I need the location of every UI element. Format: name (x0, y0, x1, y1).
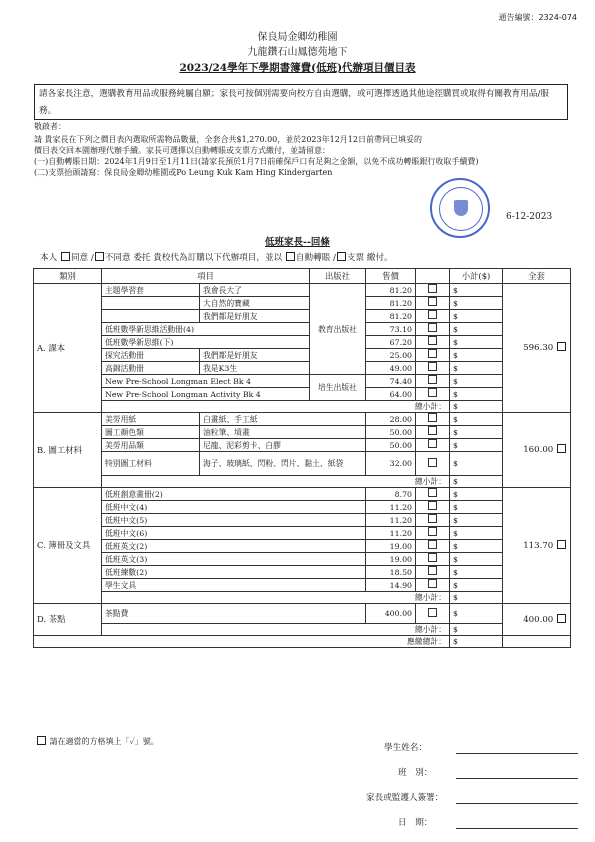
disagree-checkbox[interactable] (95, 252, 104, 261)
grand-total-value[interactable]: $ (450, 636, 503, 648)
table-header-row (34, 269, 571, 284)
item-price: 28.00 (366, 413, 416, 426)
table-row (34, 375, 571, 388)
item-subtotal[interactable]: $ (450, 501, 503, 514)
table-row (34, 579, 571, 592)
date-label: 日 期： (398, 818, 433, 828)
set-total-value: 596.30 (523, 343, 554, 353)
subtotal-label: 總小計： (102, 401, 450, 413)
item-checkbox[interactable] (416, 284, 450, 297)
item-name: 學生文具 (102, 579, 366, 592)
cheque-label: 支票 (346, 253, 365, 263)
body-line-1: 請 貴家長在下列之價目表內選取所需物品數量，全套合共$1,270.00，並於2023年12月12日前帶同已填妥的 (34, 135, 422, 144)
header-item: 項目 (102, 269, 310, 284)
category-label: C. 簿冊及文具 (34, 488, 102, 604)
item-checkbox[interactable] (416, 323, 450, 336)
item-subtotal[interactable]: $ (450, 426, 503, 439)
item-checkbox[interactable] (416, 604, 450, 624)
item-subtotal[interactable]: $ (450, 540, 503, 553)
item-price: 11.20 (366, 501, 416, 514)
header-check (416, 269, 450, 284)
consent-suffix: 繳付。 (366, 253, 393, 263)
set-total-value: 160.00 (523, 445, 554, 455)
item-checkbox[interactable] (416, 540, 450, 553)
item-name: 特別圖工材料 (102, 452, 200, 476)
table-row (34, 336, 571, 349)
item-checkbox[interactable] (416, 488, 450, 501)
table-row (34, 439, 571, 452)
consent-middle-text: 委托 貴校代為訂購以下代辦項目，並以 (133, 253, 283, 263)
body-line-4: (二)支票抬頭請寫：保良局金卿幼稚園或Po Leung Kuk Kam Hing Kindergarten (34, 168, 333, 177)
agree-label: 同意 (70, 253, 89, 263)
subtotal-row (34, 401, 571, 413)
table-row (34, 514, 571, 527)
item-desc: 海子、玻璃紙、閃粉、閃片、黏土、紙袋 (200, 452, 366, 476)
item-price: 50.00 (366, 439, 416, 452)
item-price: 400.00 (366, 604, 416, 624)
parent-signature-label: 家長或監護人簽署： (366, 793, 444, 803)
item-price: 81.20 (366, 297, 416, 310)
item-subtotal[interactable]: $ (450, 349, 503, 362)
item-name: 主題學習套 (102, 284, 200, 297)
item-subtotal[interactable]: $ (450, 527, 503, 540)
item-checkbox[interactable] (416, 426, 450, 439)
set-total (503, 488, 571, 604)
body-line-2: 價目表交回本園辦理代辦手續。家長可選擇以自動轉賬或支票方式繳付，並請留意： (34, 146, 330, 155)
item-name: 茶點費 (102, 604, 366, 624)
item-subtotal[interactable]: $ (450, 336, 503, 349)
autopay-checkbox[interactable] (286, 252, 295, 261)
table-row (34, 553, 571, 566)
table-row (34, 501, 571, 514)
item-checkbox[interactable] (416, 310, 450, 323)
item-subtotal[interactable]: $ (450, 323, 503, 336)
grand-total-row (34, 636, 571, 648)
subtotal-row (34, 624, 571, 636)
subtotal-row (34, 592, 571, 604)
item-name: 低班練數(2) (102, 566, 366, 579)
seal-emblem-icon (454, 200, 468, 216)
set-total (503, 413, 571, 488)
item-subtotal[interactable]: $ (450, 439, 503, 452)
table-row (34, 527, 571, 540)
item-checkbox[interactable] (416, 413, 450, 426)
item-name: 低班中文(6) (102, 527, 366, 540)
consent-prefix: 本人 (40, 253, 58, 263)
item-subtotal[interactable]: $ (450, 553, 503, 566)
item-name: 低班英文(2) (102, 540, 366, 553)
item-checkbox[interactable] (416, 553, 450, 566)
item-name: New Pre-School Longman Activity Bk 4 (102, 388, 310, 401)
item-name (102, 297, 200, 310)
item-checkbox[interactable] (416, 452, 450, 476)
table-row (34, 566, 571, 579)
subtotal-label: 總小計： (102, 592, 450, 604)
set-total-checkbox[interactable] (557, 444, 566, 453)
item-desc: 我們都是好朋友 (200, 349, 310, 362)
tick-instruction (36, 736, 159, 747)
table-row (34, 604, 571, 624)
set-total-value: 400.00 (523, 614, 554, 625)
item-name: New Pre-School Longman Elect Bk 4 (102, 375, 310, 388)
school-seal-stamp (430, 178, 490, 238)
item-name: 低班數學新思維活動冊(4) (102, 323, 310, 336)
table-row (34, 362, 571, 375)
issue-date: 6-12-2023 (506, 212, 553, 222)
item-price: 19.00 (366, 540, 416, 553)
notice-reference-number: 通告編號：2324-074 (498, 13, 577, 22)
item-desc: 我會長大了 (200, 284, 310, 297)
item-subtotal[interactable]: $ (450, 514, 503, 527)
tick-instruction-text: 請在適當的方格填上「✓」號。 (49, 737, 159, 746)
item-checkbox[interactable] (416, 388, 450, 401)
item-desc: 尼龍、泥彩剪卡、白膠 (200, 439, 366, 452)
item-price: 74.40 (366, 375, 416, 388)
item-checkbox[interactable] (416, 566, 450, 579)
item-checkbox[interactable] (416, 514, 450, 527)
header-all-set: 全套 (503, 269, 571, 284)
item-name: 美勞用品類 (102, 439, 200, 452)
item-price: 50.00 (366, 426, 416, 439)
item-name: 低班英文(3) (102, 553, 366, 566)
price-table (33, 268, 571, 648)
item-name: 美勞用紙 (102, 413, 200, 426)
item-price: 25.00 (366, 349, 416, 362)
item-subtotal[interactable]: $ (450, 488, 503, 501)
publisher-name: 教育出版社 (310, 284, 366, 375)
table-row (34, 297, 571, 310)
grand-total-label: 應繳總計： (34, 636, 450, 648)
set-total-checkbox[interactable] (557, 540, 566, 549)
set-total-checkbox[interactable] (557, 614, 566, 623)
item-price: 11.20 (366, 514, 416, 527)
item-subtotal[interactable]: $ (450, 388, 503, 401)
item-price: 67.20 (366, 336, 416, 349)
item-price: 81.20 (366, 284, 416, 297)
set-total (503, 604, 571, 636)
item-price: 64.00 (366, 388, 416, 401)
table-row (34, 388, 571, 401)
table-row (34, 284, 571, 297)
item-name: 低班創意畫冊(2) (102, 488, 366, 501)
header-publisher: 出版社 (310, 269, 366, 284)
class-label: 班 別： (398, 768, 433, 778)
item-subtotal[interactable]: $ (450, 297, 503, 310)
item-subtotal[interactable]: $ (450, 362, 503, 375)
item-price: 8.70 (366, 488, 416, 501)
notice-text: 請各家長注意，選購教育用品或服務純屬自願；家長可按個別需要向校方自由選購，或可選擇透過其他途徑購買或取得有關教育用品/服務。 (39, 89, 549, 116)
item-desc: 油粒筆、墳畫 (200, 426, 366, 439)
table-row (34, 426, 571, 439)
item-checkbox[interactable] (416, 439, 450, 452)
item-subtotal[interactable]: $ (450, 310, 503, 323)
item-desc: 白畫紙、手工紙 (200, 413, 366, 426)
item-subtotal[interactable]: $ (450, 452, 503, 476)
item-name: 低班中文(5) (102, 514, 366, 527)
subtotal-value[interactable]: $ (450, 476, 503, 488)
header-category: 類別 (34, 269, 102, 284)
item-subtotal[interactable]: $ (450, 604, 503, 624)
item-name: 圖工顏色類 (102, 426, 200, 439)
item-name: 低班中文(4) (102, 501, 366, 514)
subtotal-value[interactable]: $ (450, 401, 503, 413)
notice-box (34, 84, 568, 120)
salutation: 敬啟者： (34, 122, 66, 131)
table-row (34, 349, 571, 362)
table-row (34, 488, 571, 501)
item-name: 探究活動冊 (102, 349, 200, 362)
school-address: 九龍鑽石山鳳德苑地下 (247, 47, 348, 58)
item-price: 14.90 (366, 579, 416, 592)
set-total-value: 113.70 (523, 540, 554, 551)
disagree-label: 不同意 (104, 253, 131, 263)
item-price: 11.20 (366, 527, 416, 540)
student-name-field[interactable] (456, 752, 578, 754)
item-price: 73.10 (366, 323, 416, 336)
item-price: 49.00 (366, 362, 416, 375)
autopay-label: 自動轉賬 (295, 253, 331, 263)
header-price: 售價 (366, 269, 416, 284)
item-checkbox[interactable] (416, 501, 450, 514)
table-row (34, 323, 571, 336)
table-row (34, 413, 571, 426)
class-field[interactable] (456, 777, 578, 779)
item-subtotal[interactable]: $ (450, 413, 503, 426)
item-subtotal[interactable]: $ (450, 375, 503, 388)
item-name: 高錦活動冊 (102, 362, 200, 375)
item-checkbox[interactable] (416, 362, 450, 375)
table-row (34, 452, 571, 476)
table-row (34, 540, 571, 553)
item-subtotal[interactable]: $ (450, 579, 503, 592)
item-price: 18.50 (366, 566, 416, 579)
subtotal-row (34, 476, 571, 488)
set-total-checkbox[interactable] (557, 342, 566, 351)
item-checkbox[interactable] (416, 297, 450, 310)
instruction-box-icon (37, 736, 46, 745)
item-subtotal[interactable]: $ (450, 566, 503, 579)
item-subtotal[interactable]: $ (450, 284, 503, 297)
school-name: 保良局金卿幼稚園 (257, 32, 338, 43)
category-label: B. 圖工材料 (34, 413, 102, 488)
form-title: 2023/24學年下學期書簿費(低班)代辦項目價目表 (179, 62, 416, 74)
body-line-3: (一)自動轉賬日期：2024年1月9日至1月11日(請家長預於1月7日前確保戶口有足夠之金額，以免不成功轉賬銀行收取手續費) (34, 157, 479, 166)
agree-checkbox[interactable] (61, 252, 70, 261)
header-subtotal: 小計($) (450, 269, 503, 284)
item-desc: 我們都是好朋友 (200, 310, 310, 323)
item-name: 低班數學新思維(下) (102, 336, 310, 349)
student-name-label: 學生姓名： (384, 743, 427, 753)
category-label: D. 茶點 (34, 604, 102, 636)
item-price: 81.20 (366, 310, 416, 323)
date-field[interactable] (456, 827, 578, 829)
item-desc: 我是K3生 (200, 362, 310, 375)
grand-total-blank (503, 636, 571, 648)
subtotal-label: 總小計： (102, 624, 450, 636)
reply-slip-title: 低班家長--回條 (265, 237, 330, 248)
item-checkbox[interactable] (416, 579, 450, 592)
subtotal-value[interactable]: $ (450, 624, 503, 636)
consent-line: 本人 同意 / 不同意 委托 貴校代為訂購以下代辦項目，並以 自動轉賬 / 支票 繳付。 (40, 253, 393, 263)
item-price: 32.00 (366, 452, 416, 476)
subtotal-value[interactable]: $ (450, 592, 503, 604)
item-checkbox[interactable] (416, 336, 450, 349)
item-price: 19.00 (366, 553, 416, 566)
item-checkbox[interactable] (416, 375, 450, 388)
item-checkbox[interactable] (416, 527, 450, 540)
cheque-checkbox[interactable] (337, 252, 346, 261)
parent-signature-field[interactable] (456, 802, 578, 804)
item-checkbox[interactable] (416, 349, 450, 362)
subtotal-label: 總小計： (102, 476, 450, 488)
item-name (102, 310, 200, 323)
publisher-name: 培生出版社 (310, 375, 366, 401)
item-desc: 大自然的寶藏 (200, 297, 310, 310)
category-label: A. 課本 (34, 284, 102, 413)
table-row (34, 310, 571, 323)
set-total (503, 284, 571, 413)
